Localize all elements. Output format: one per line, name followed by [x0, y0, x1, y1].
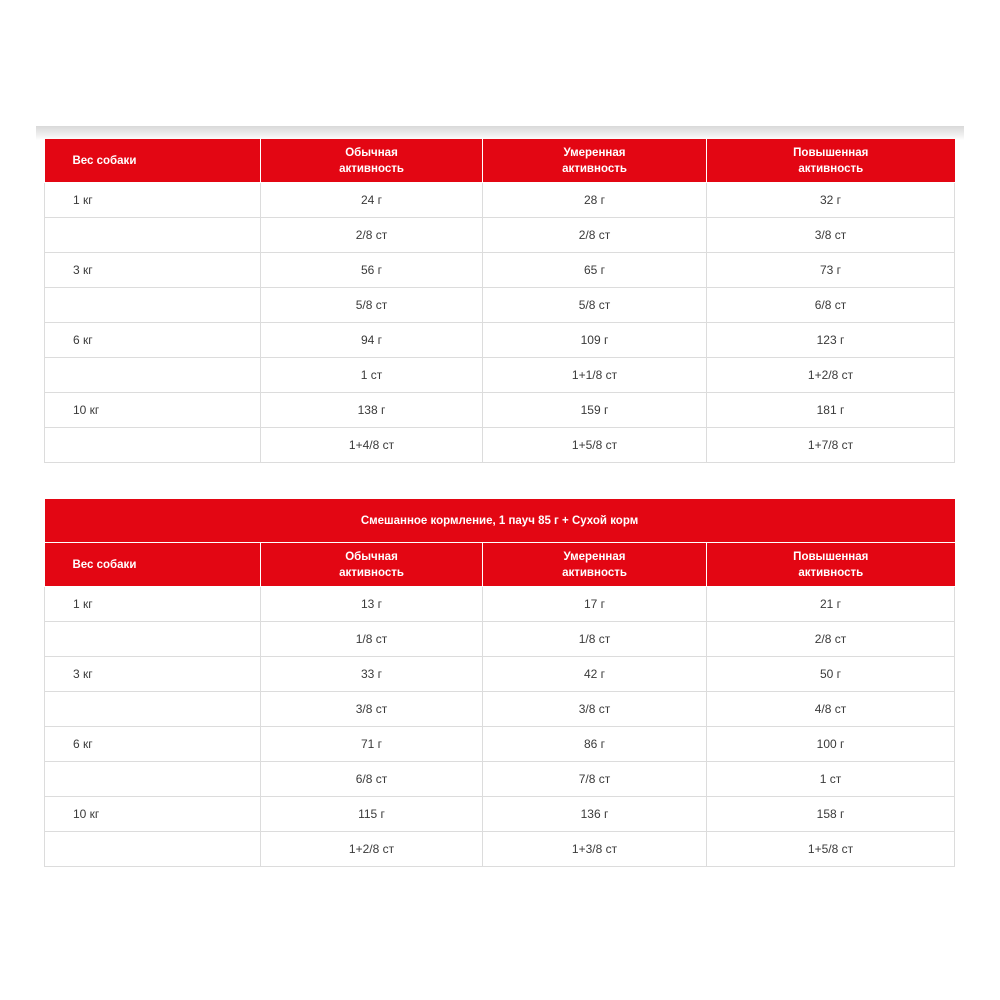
high-cell: 6/8 ст — [707, 288, 955, 323]
weight-cell — [45, 762, 261, 797]
weight-cell: 6 кг — [45, 323, 261, 358]
mixed-feeding-table — [44, 499, 955, 867]
table-row — [45, 183, 955, 218]
normal-cell: 71 г — [261, 727, 483, 762]
table-row — [45, 428, 955, 463]
weight-cell: 1 кг — [45, 587, 261, 622]
high-cell: 21 г — [707, 587, 955, 622]
weight-cell — [45, 428, 261, 463]
normal-cell: 6/8 ст — [261, 762, 483, 797]
moderate-cell: 1+1/8 ст — [483, 358, 707, 393]
normal-cell: 1 ст — [261, 358, 483, 393]
dry-feeding-table — [44, 139, 955, 463]
high-cell: 50 г — [707, 657, 955, 692]
table-header-row — [45, 543, 955, 587]
normal-cell: 1+2/8 ст — [261, 832, 483, 867]
header-normal-activity: Обычная активность — [261, 139, 483, 183]
high-cell: 4/8 ст — [707, 692, 955, 727]
normal-cell: 33 г — [261, 657, 483, 692]
table-row — [45, 692, 955, 727]
weight-cell: 10 кг — [45, 797, 261, 832]
normal-cell: 115 г — [261, 797, 483, 832]
top-shadow-divider — [36, 126, 964, 140]
weight-cell — [45, 218, 261, 253]
normal-cell: 24 г — [261, 183, 483, 218]
weight-cell: 3 кг — [45, 657, 261, 692]
table-row — [45, 587, 955, 622]
table-row — [45, 832, 955, 867]
weight-cell: 3 кг — [45, 253, 261, 288]
weight-cell — [45, 288, 261, 323]
moderate-cell: 17 г — [483, 587, 707, 622]
table-row — [45, 218, 955, 253]
high-cell: 1+5/8 ст — [707, 832, 955, 867]
normal-cell: 3/8 ст — [261, 692, 483, 727]
table-row — [45, 622, 955, 657]
high-cell: 123 г — [707, 323, 955, 358]
moderate-cell: 1+3/8 ст — [483, 832, 707, 867]
moderate-cell: 109 г — [483, 323, 707, 358]
high-cell: 181 г — [707, 393, 955, 428]
high-cell: 3/8 ст — [707, 218, 955, 253]
high-cell: 1+2/8 ст — [707, 358, 955, 393]
moderate-cell: 86 г — [483, 727, 707, 762]
moderate-cell: 2/8 ст — [483, 218, 707, 253]
normal-cell: 2/8 ст — [261, 218, 483, 253]
high-cell: 1 ст — [707, 762, 955, 797]
header-normal-activity: Обычная активность — [261, 543, 483, 587]
table-row — [45, 797, 955, 832]
weight-cell: 6 кг — [45, 727, 261, 762]
header-moderate-activity: Умеренная активность — [483, 543, 707, 587]
moderate-cell: 1/8 ст — [483, 622, 707, 657]
normal-cell: 5/8 ст — [261, 288, 483, 323]
table-row — [45, 253, 955, 288]
normal-cell: 56 г — [261, 253, 483, 288]
table-row — [45, 393, 955, 428]
header-high-activity: Повышенная активность — [707, 543, 955, 587]
normal-cell: 1+4/8 ст — [261, 428, 483, 463]
high-cell: 1+7/8 ст — [707, 428, 955, 463]
weight-cell — [45, 692, 261, 727]
header-moderate-activity: Умеренная активность — [483, 139, 707, 183]
header-high-activity: Повышенная активность — [707, 139, 955, 183]
weight-cell — [45, 622, 261, 657]
high-cell: 2/8 ст — [707, 622, 955, 657]
weight-cell — [45, 832, 261, 867]
table-row — [45, 727, 955, 762]
header-dog-weight: Вес собаки — [45, 139, 261, 183]
weight-cell — [45, 358, 261, 393]
moderate-cell: 65 г — [483, 253, 707, 288]
high-cell: 32 г — [707, 183, 955, 218]
moderate-cell: 159 г — [483, 393, 707, 428]
table-row — [45, 762, 955, 797]
moderate-cell: 7/8 ст — [483, 762, 707, 797]
normal-cell: 138 г — [261, 393, 483, 428]
normal-cell: 1/8 ст — [261, 622, 483, 657]
table-row — [45, 358, 955, 393]
weight-cell: 10 кг — [45, 393, 261, 428]
table-header-row — [45, 139, 955, 183]
table-row — [45, 288, 955, 323]
mixed-feeding-caption: Смешанное кормление, 1 пауч 85 г + Сухой корм — [45, 499, 955, 543]
moderate-cell: 136 г — [483, 797, 707, 832]
weight-cell: 1 кг — [45, 183, 261, 218]
moderate-cell: 3/8 ст — [483, 692, 707, 727]
normal-cell: 13 г — [261, 587, 483, 622]
normal-cell: 94 г — [261, 323, 483, 358]
moderate-cell: 5/8 ст — [483, 288, 707, 323]
table-row — [45, 657, 955, 692]
high-cell: 158 г — [707, 797, 955, 832]
table-caption-row — [45, 499, 955, 543]
table-row — [45, 323, 955, 358]
moderate-cell: 1+5/8 ст — [483, 428, 707, 463]
moderate-cell: 42 г — [483, 657, 707, 692]
moderate-cell: 28 г — [483, 183, 707, 218]
high-cell: 73 г — [707, 253, 955, 288]
high-cell: 100 г — [707, 727, 955, 762]
header-dog-weight: Вес собаки — [45, 543, 261, 587]
